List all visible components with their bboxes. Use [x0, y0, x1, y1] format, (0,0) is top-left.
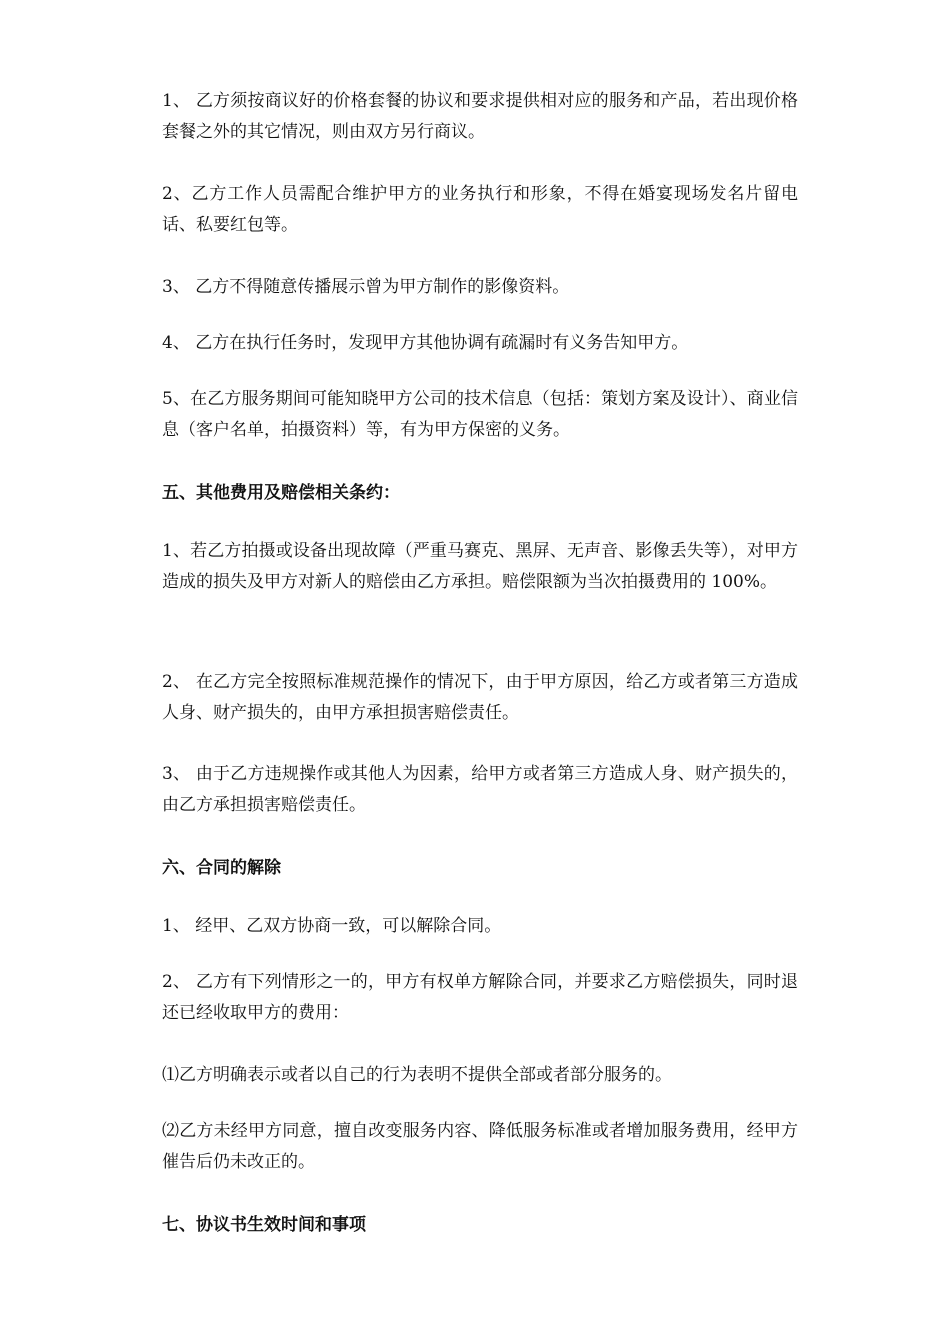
clause-4-2: 2、乙方工作人员需配合维护甲方的业务执行和形象，不得在婚宴现场发名片留电话、私要红包等。: [162, 184, 798, 235]
clause-6-2: 2、 乙方有下列情形之一的，甲方有权单方解除合同，并要求乙方赔偿损失，同时退还已经收取甲方的费用：: [162, 972, 798, 1023]
clause-6-2-1: ⑴乙方明确表示或者以自己的行为表明不提供全部或者部分服务的。: [162, 1065, 672, 1085]
clause-4-5: 5、在乙方服务期间可能知晓甲方公司的技术信息（包括：策划方案及设计）、商业信息（客户名单，拍摄资料）等，有为甲方保密的义务。: [162, 389, 798, 440]
clause-5-3: 3、 由于乙方违规操作或其他人为因素，给甲方或者第三方造成人身、财产损失的，由乙方承担损害赔偿责任。: [162, 764, 798, 815]
clause-6-2-2: ⑵乙方未经甲方同意，擅自改变服务内容、降低服务标准或者增加服务费用，经甲方催告后仍未改正的。: [162, 1121, 798, 1172]
clause-6-1: 1、 经甲、乙双方协商一致，可以解除合同。: [162, 916, 502, 936]
clause-4-4: 4、 乙方在执行任务时，发现甲方其他协调有疏漏时有义务告知甲方。: [162, 333, 689, 353]
section-6-heading: 六、合同的解除: [162, 858, 281, 878]
section-5-heading: 五、其他费用及赔偿相关条约：: [162, 483, 400, 503]
clause-4-1: 1、 乙方须按商议好的价格套餐的协议和要求提供相对应的服务和产品，若出现价格套餐之外的其它情况，则由双方另行商议。: [162, 91, 798, 142]
clause-4-3: 3、 乙方不得随意传播展示曾为甲方制作的影像资料。: [162, 277, 570, 297]
clause-5-2: 2、 在乙方完全按照标准规范操作的情况下，由于甲方原因，给乙方或者第三方造成人身、财产损失的，由甲方承担损害赔偿责任。: [162, 672, 798, 723]
clause-5-1: 1、若乙方拍摄或设备出现故障（严重马赛克、黑屏、无声音、影像丢失等），对甲方造成的损失及甲方对新人的赔偿由乙方承担。赔偿限额为当次拍摄费用的 100%。: [162, 541, 798, 592]
section-7-heading: 七、协议书生效时间和事项: [162, 1215, 366, 1235]
